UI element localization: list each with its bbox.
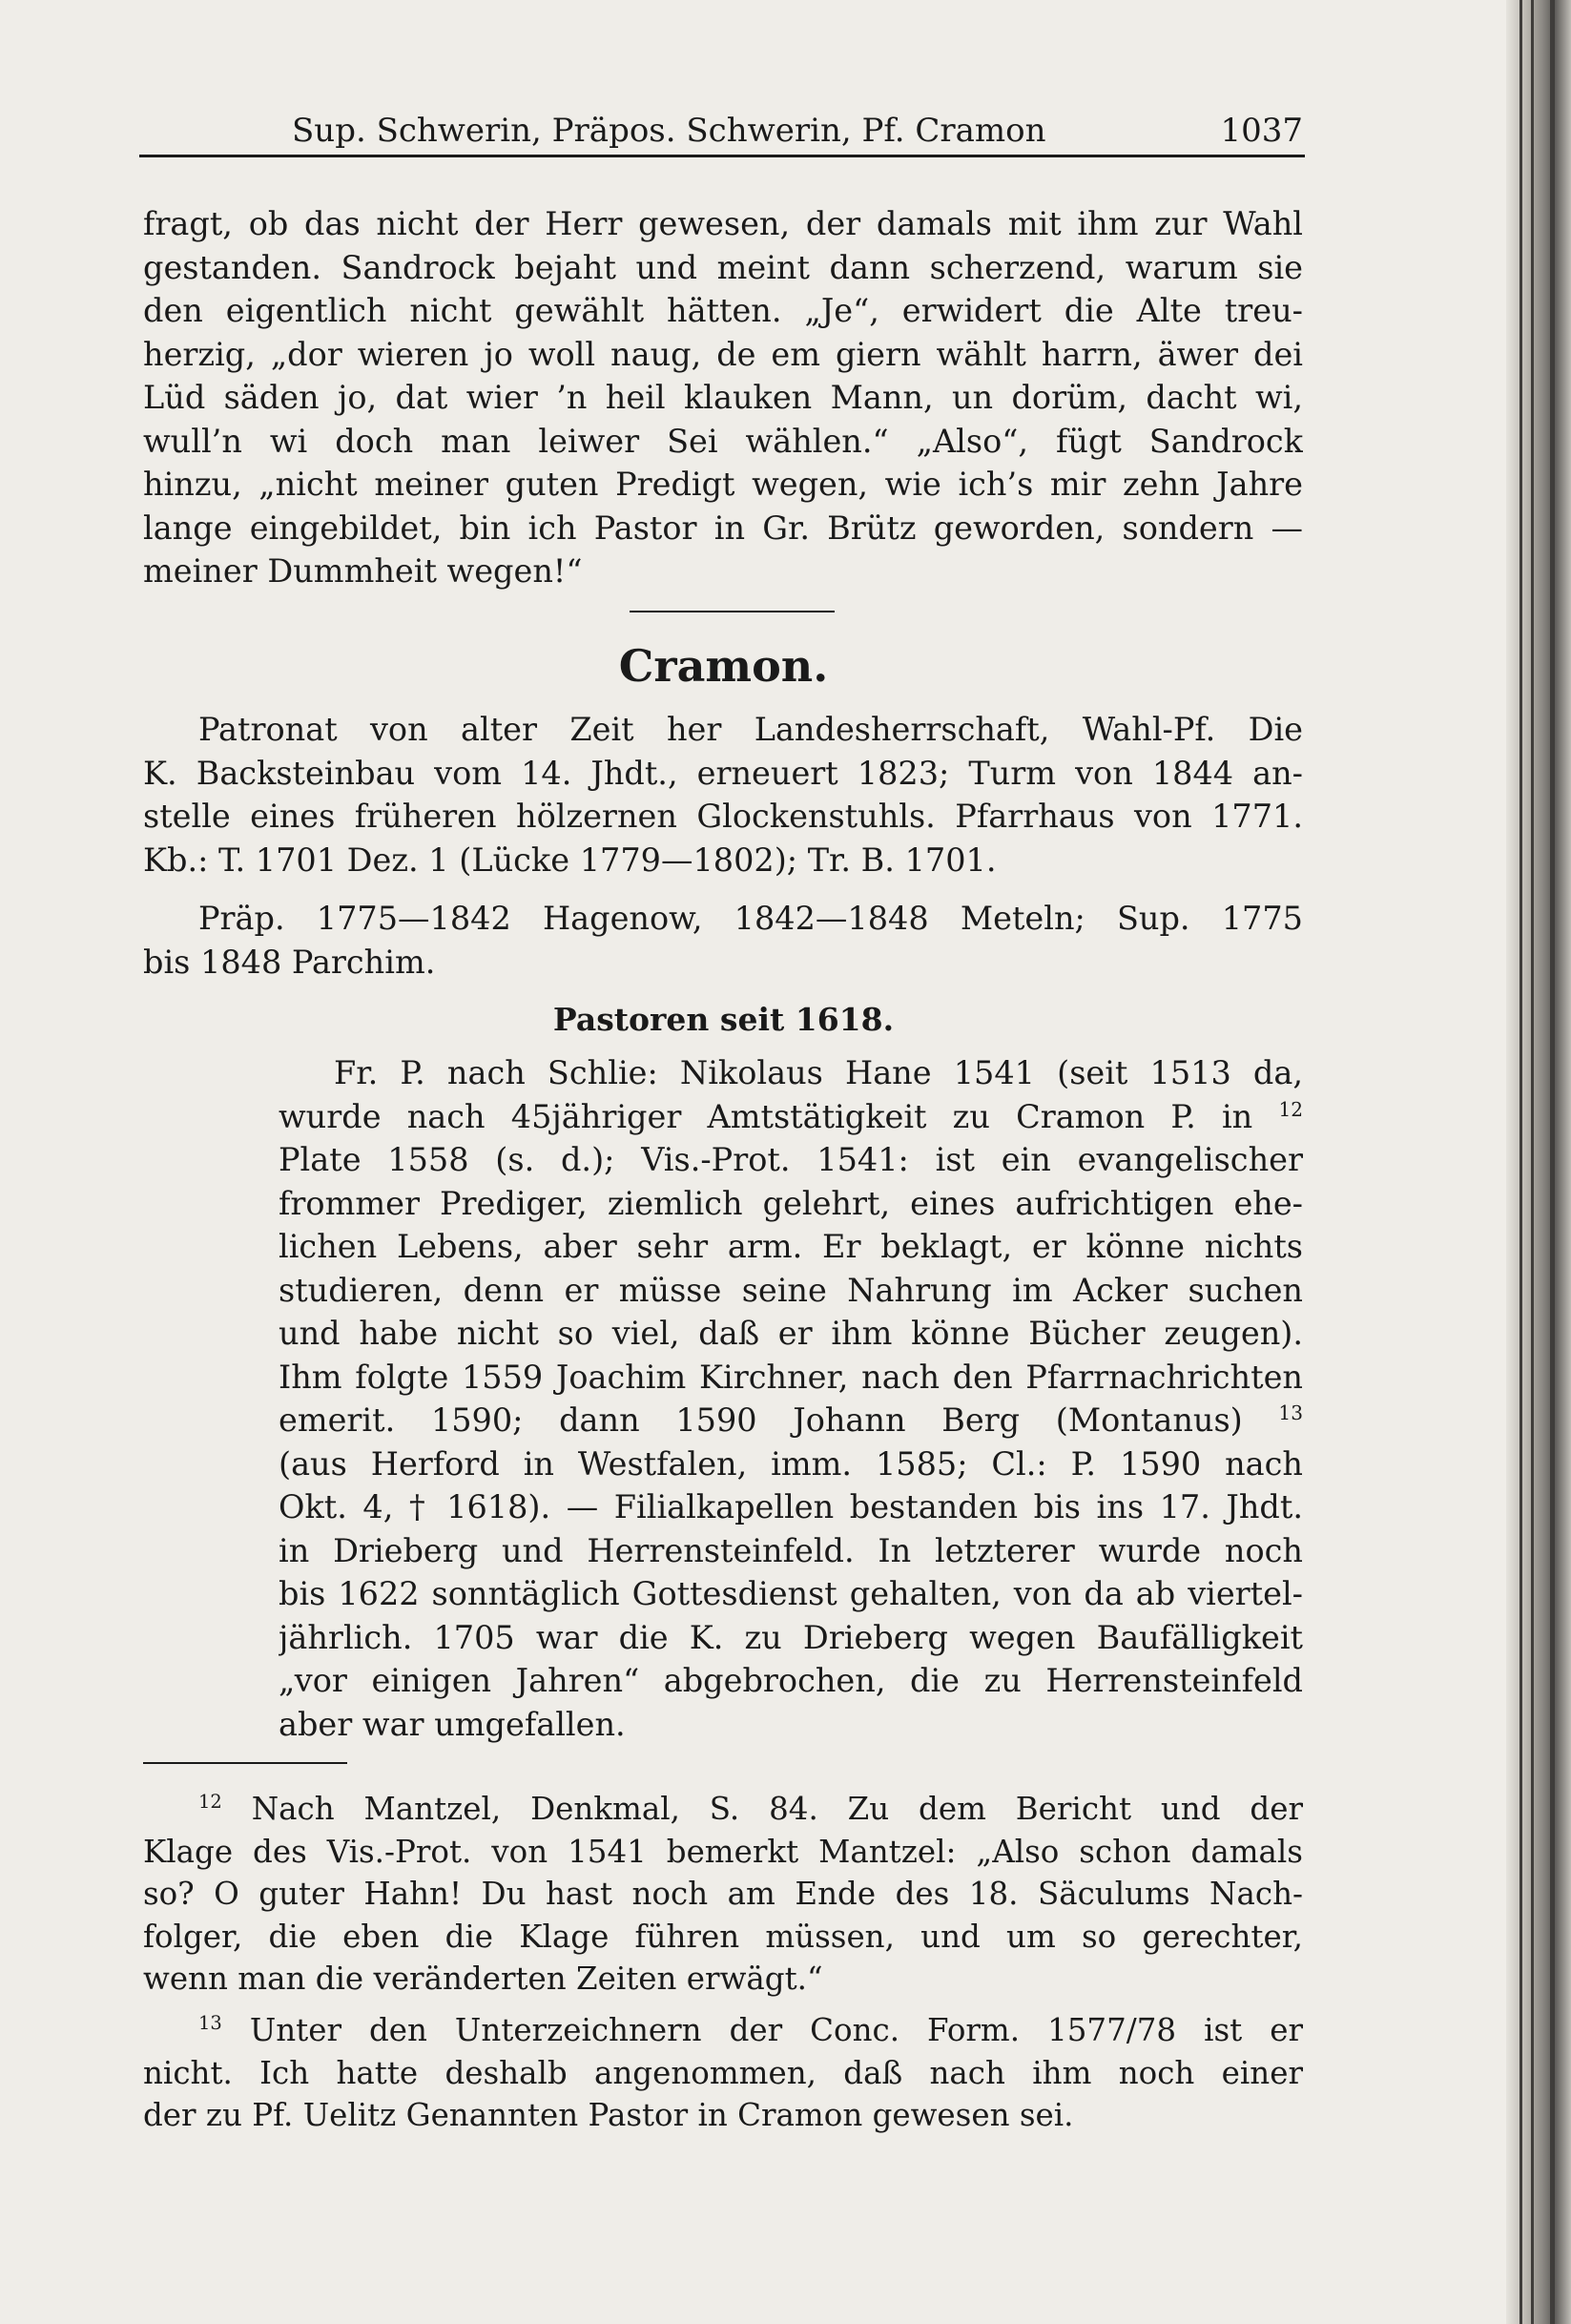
pastors-paragraph [279,1051,1303,1746]
text-line: fragt, ob das nicht der Herr gewesen, der damals mit ihm zur Wahl [143,205,1303,242]
text-line: Präp. 1775—1842 Hagenow, 1842—1848 Meteln; Sup. 1775 [198,900,1303,937]
binding-line [1531,0,1534,2324]
text-line: den eigentlich nicht gewählt hätten. „Je“, erwidert die Alte treu- [143,292,1303,329]
footnote-12 [143,1788,1303,2001]
patronat-paragraph [143,708,1303,882]
text-line: wull’n wi doch man leiwer Sei wählen.“ „Also“, fügt Sandrock [143,422,1303,460]
intro-paragraph [143,202,1303,593]
footnote-rule [143,1762,347,1764]
footnote-13 [143,2009,1303,2137]
line-text: Unter den Unterzeichnern der Conc. Form. 1577/78 ist er [249,2012,1303,2048]
text-line: frommer Prediger, ziemlich gelehrt, eines aufrichtigen ehe- [279,1184,1303,1222]
footnote-number: 13 [198,2012,222,2035]
line-text: wurde nach 45jähriger Amtstätigkeit zu Cramon P. in [279,1097,1253,1135]
line-text: emerit. 1590; dann 1590 Johann Berg (Montanus) [279,1401,1243,1439]
text-line: lange eingebildet, bin ich Pastor in Gr. Brütz geworden, sondern — [143,508,1303,547]
binding-line [1519,0,1522,2324]
text-line: Fr. P. nach Schlie: Nikolaus Hane 1541 (seit 1513 da, [334,1054,1303,1091]
text-line: stelle eines früheren hölzernen Glockenstuhls. Pfarrhaus von 1771. [143,798,1303,835]
text-line: „vor einigen Jahren“ abgebrochen, die zu Herrensteinfeld [279,1662,1303,1699]
footnote-line [143,2009,1303,2052]
footnote-line: wenn man die veränderten Zeiten erwägt.“ [143,1961,823,1997]
text-line: (aus Herford in Westfalen, imm. 1585; Cl.: P. 1590 nach [279,1444,1303,1483]
text-line: aber war umgefallen. [279,1705,626,1743]
footnote-line [143,1788,1303,1831]
text-line: Ihm folgte 1559 Joachim Kirchner, nach den Pfarrnachrichten [279,1358,1303,1396]
page-binding-edge [1506,0,1571,2324]
text-line: Kb.: T. 1701 Dez. 1 (Lücke 1779—1802); Tr. B. 1701. [143,840,997,879]
text-line: in Drieberg und Herrensteinfeld. In letzterer wurde noch [279,1531,1303,1569]
footnote-line: nicht. Ich hatte deshalb angenommen, daß nach ihm noch einer [143,2054,1303,2091]
page-number: 1037 [1220,112,1303,150]
text-line: studieren, denn er müsse seine Nahrung im Acker suchen [279,1271,1303,1309]
header-rule [139,155,1305,157]
pastors-heading: Pastoren seit 1618. [552,1001,895,1038]
section-separator [630,611,835,612]
text-line: Plate 1558 (s. d.); Vis.-Prot. 1541: ist ein evangelischer [279,1141,1303,1178]
text-line: bis 1622 sonntäglich Gottesdienst gehalten, von da ab viertel- [279,1575,1303,1612]
text-line: bis 1848 Parchim. [143,943,436,981]
text-line: gestanden. Sandrock bejaht und meint dann scherzend, warum sie [143,248,1303,286]
text-line: herzig, „dor wieren jo woll naug, de em giern wählt harrn, äwer dei [143,335,1303,373]
section-title: Cramon. [618,640,829,692]
line-text: Nach Mantzel, Denkmal, S. 84. Zu dem Bericht und der [251,1791,1303,1827]
footnote-line: der zu Pf. Uelitz Genannten Pastor in Cramon gewesen sei. [143,2097,1074,2133]
footnote-number: 12 [198,1791,222,1814]
text-line: Okt. 4, † 1618). — Filialkapellen bestanden bis ins 17. Jhdt. [279,1488,1303,1525]
footnote-mark: 12 [1278,1097,1303,1121]
text-line: Patronat von alter Zeit her Landesherrschaft, Wahl-Pf. Die [198,711,1303,748]
footnote-line: so? O guter Hahn! Du hast noch am Ende des 18. Säculums Nach- [143,1876,1303,1912]
footnote-line: Klage des Vis.-Prot. von 1541 bemerkt Mantzel: „Also schon damals [143,1833,1303,1870]
text-line: Lüd säden jo, dat wier ’n heil klauken Mann, un dorüm, dacht wi, [143,379,1303,416]
footnote-line: folger, die eben die Klage führen müssen, und um so gerechter, [143,1918,1303,1955]
text-line: lichen Lebens, aber sehr arm. Er beklagt, er könne nichts [279,1228,1303,1265]
text-line: hinzu, „nicht meiner guten Predigt wegen, wie ich’s mir zehn Jahre [143,466,1303,503]
running-header [139,107,1303,155]
text-line-with-footnote [279,1095,1303,1139]
text-line: K. Backsteinbau vom 14. Jhdt., erneuert 1823; Turm von 1844 an- [143,754,1303,792]
header-title: Sup. Schwerin, Präpos. Schwerin, Pf. Cramon [292,112,1046,150]
text-line-with-footnote [279,1399,1303,1442]
text-line: jährlich. 1705 war die K. zu Drieberg wegen Baufälligkeit [279,1618,1303,1656]
text-line: meiner Dummheit wegen!“ [143,552,583,590]
binding-line [1550,0,1555,2324]
text-line: und habe nicht so viel, daß er ihm könne Bücher zeugen). [279,1315,1303,1352]
footnote-mark: 13 [1278,1401,1303,1424]
praep-paragraph [143,897,1303,984]
